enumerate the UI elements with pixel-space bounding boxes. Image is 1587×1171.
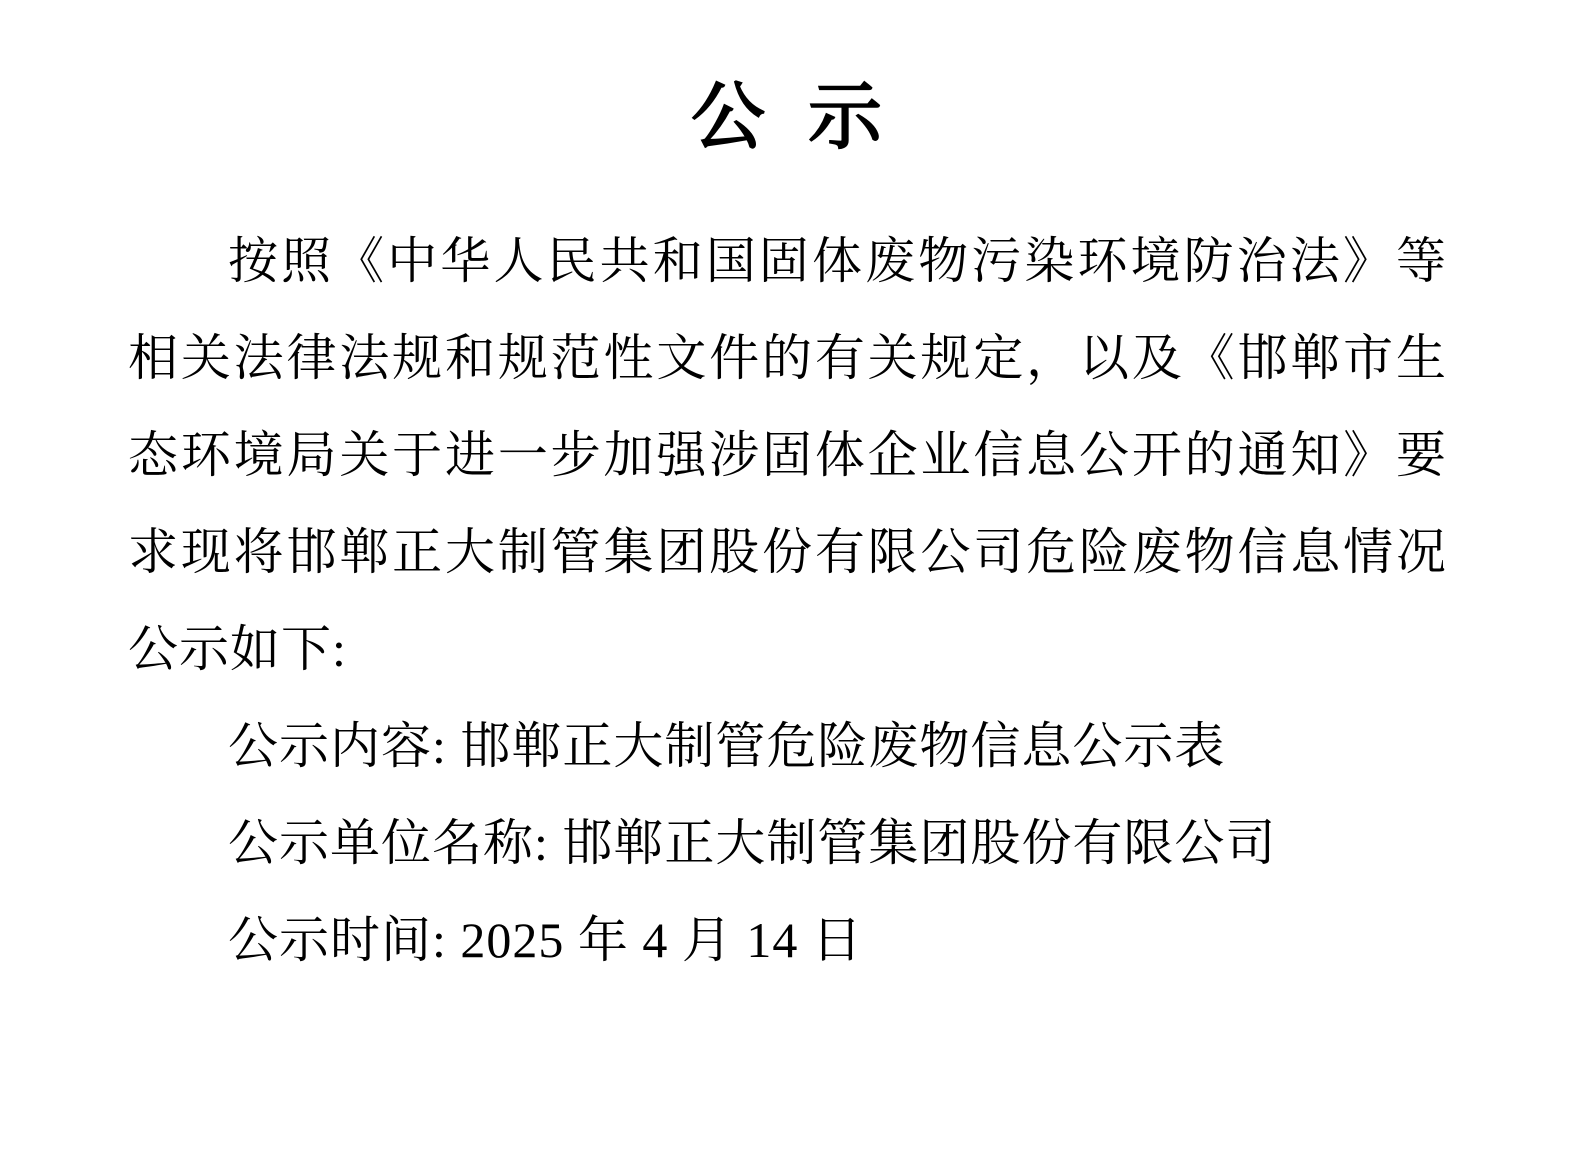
info-line-publication-content: 公示内容: 邯郸正大制管危险废物信息公示表 [228,717,1226,774]
info-line-publication-date: 公示时间: 2025 年 4 月 14 日 [228,911,863,968]
document-title: 公 示 [691,77,884,159]
info-line-publishing-unit-name: 公示单位名称: 邯郸正大制管集团股份有限公司 [228,814,1277,871]
notice-body-paragraph: 按照《中华人民共和国固体废物污染环境防治法》等相关法律法规和规范性文件的有关规定，以及《邯郸市生态环境局关于进一步加强涉固体企业信息公开的通知》要求现将邯郸正大制管集团股份有限公司危险废物信息情况公示如下: [128,232,1447,677]
